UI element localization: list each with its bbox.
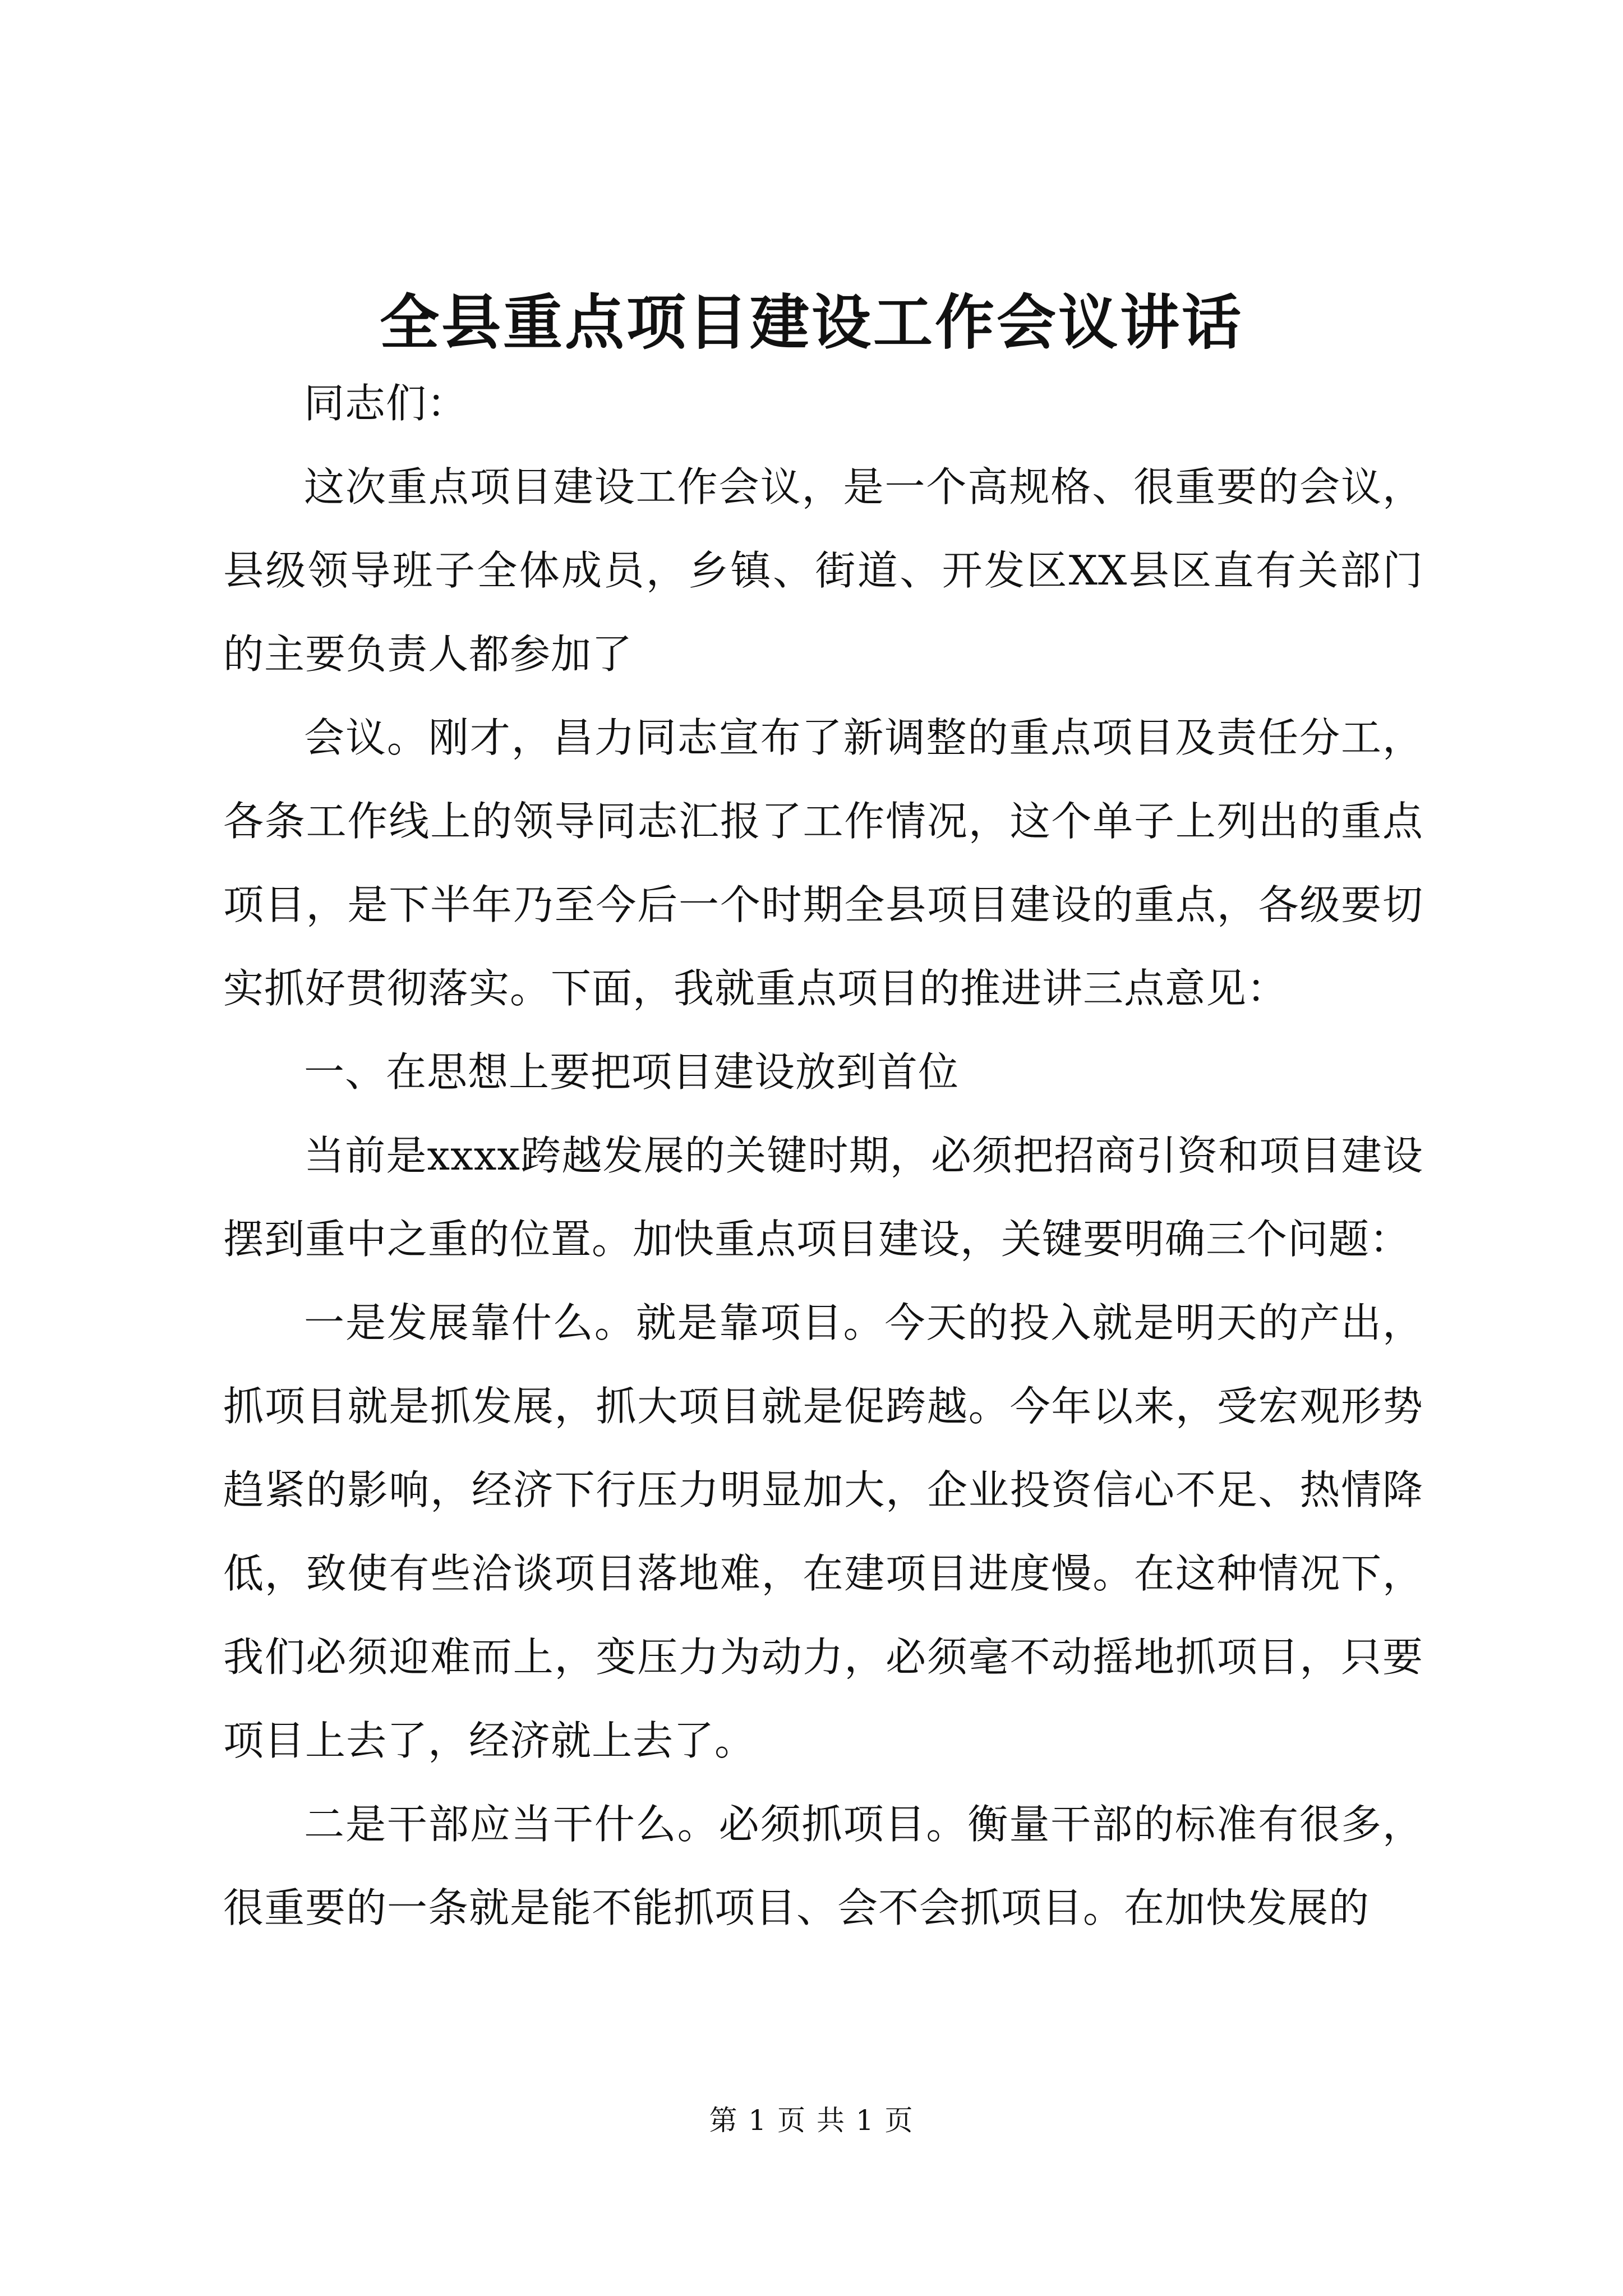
paragraph: 会议。刚才，昌力同志宣布了新调整的重点项目及责任分工，各条工作线上的领导同志汇报了工作情况，这个单子上列出的重点项目，是下半年乃至今后一个时期全县项目建设的重点，各级要切实抓好贯彻落实。下面，我就重点项目的推进讲三点意见： [223,714,1423,1012]
document-title: 全县重点项目建设工作会议讲话 [380,287,1243,357]
paragraph: 一是发展靠什么。就是靠项目。今天的投入就是明天的产出，抓项目就是抓发展，抓大项目就是促跨越。今年以来，受宏观形势趋紧的影响，经济下行压力明显加大，企业投资信心不足、热情降低，致使有些洽谈项目落地难，在建项目进度慢。在这种情况下，我们必须迎难而上，变压力为动力，必须毫不动摇地抓项目，只要项目上去了，经济就上去了。 [223,1299,1423,1764]
paragraph: 这次重点项目建设工作会议，是一个高规格、很重要的会议，县级领导班子全体成员，乡镇、街道、开发区XX县区直有关部门的主要负责人都参加了 [223,463,1423,678]
section-heading: 一、在思想上要把项目建设放到首位 [304,1048,960,1096]
paragraph: 当前是xxxx跨越发展的关键时期，必须把招商引资和项目建设摆到重中之重的位置。加快重点项目建设，关键要明确三个问题： [223,1132,1423,1263]
paragraph-salutation: 同志们： [304,380,468,427]
page-footer: 第 1 页 共 1 页 [709,2104,914,2137]
paragraph: 二是干部应当干什么。必须抓项目。衡量干部的标准有很多，很重要的一条就是能不能抓项目、会不会抓项目。在加快发展的 [223,1801,1423,1931]
document-body [223,362,1423,1950]
